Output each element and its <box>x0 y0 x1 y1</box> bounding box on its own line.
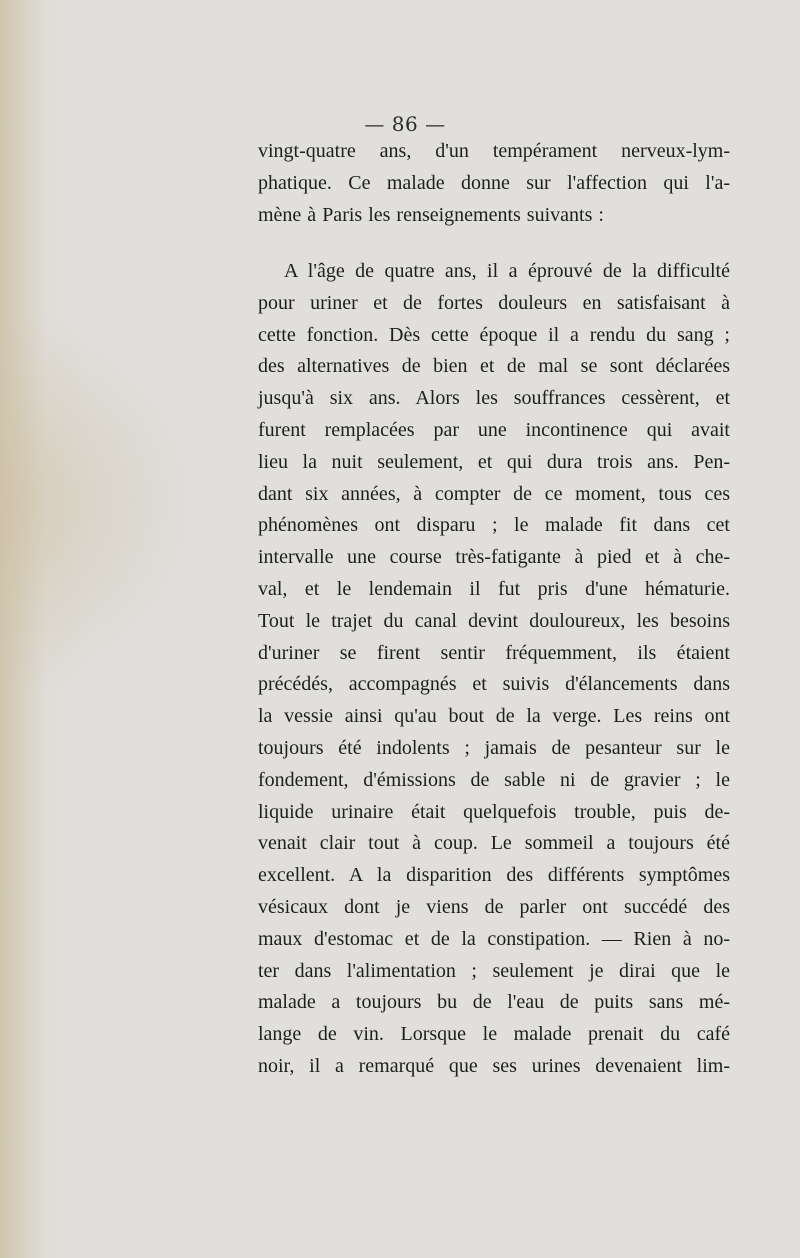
text-line: liquide urinaire était quelquefois trouble, puis de- <box>258 800 730 823</box>
page-number: — 86 — <box>364 112 446 136</box>
text-line: lange de vin. Lorsque le malade prenait du café <box>258 1023 730 1046</box>
text-line: phénomènes ont disparu ; le malade fit dans cet <box>258 514 730 537</box>
text-line: la vessie ainsi qu'au bout de la verge. Les reins ont <box>258 705 730 728</box>
text-line: précédés, accompagnés et suivis d'élancements dans <box>258 673 730 696</box>
text-line: d'uriner se firent sentir fréquemment, ils étaient <box>258 641 730 664</box>
paragraph-case-history <box>258 256 730 1083</box>
paragraph-continuation <box>258 136 730 231</box>
text-line: lieu la nuit seulement, et qui dura trois ans. Pen- <box>258 450 730 473</box>
text-line: venait clair tout à coup. Le sommeil a toujours été <box>258 832 730 855</box>
text-line: furent remplacées par une incontinence qui avait <box>258 418 730 441</box>
text-line: vingt-quatre ans, d'un tempérament nerveux-lym- <box>258 140 730 162</box>
text-line: vésicaux dont je viens de parler ont succédé des <box>258 895 730 918</box>
text-line: jusqu'à six ans. Alors les souffrances cessèrent, et <box>258 387 730 410</box>
text-line: cette fonction. Dès cette époque il a rendu du sang ; <box>258 323 730 346</box>
text-line: noir, il a remarqué que ses urines devenaient lim- <box>258 1054 730 1077</box>
text-line: val, et le lendemain il fut pris d'une hématurie. <box>258 577 730 600</box>
text-line: Tout le trajet du canal devint douloureux, les besoins <box>258 609 730 632</box>
text-line: malade a toujours bu de l'eau de puits sans mé- <box>258 991 730 1014</box>
text-line: toujours été indolents ; jamais de pesanteur sur le <box>258 736 730 759</box>
text-line: des alternatives de bien et de mal se sont déclarées <box>258 355 730 378</box>
text-line: ter dans l'alimentation ; seulement je dirai que le <box>258 959 730 982</box>
text-line: excellent. A la disparition des différents symptômes <box>258 864 730 887</box>
text-line: phatique. Ce malade donne sur l'affection qui l'a- <box>258 171 730 194</box>
text-line: maux d'estomac et de la constipation. — Rien à no- <box>258 927 730 950</box>
text-line: fondement, d'émissions de sable ni de gravier ; le <box>258 768 730 791</box>
text-line: dant six années, à compter de ce moment, tous ces <box>258 482 730 505</box>
text-line: mène à Paris les renseignements suivants : <box>258 203 604 226</box>
text-line: A l'âge de quatre ans, il a éprouvé de la difficulté <box>284 260 730 282</box>
text-line: intervalle une course très-fatigante à pied et à che- <box>258 546 730 569</box>
text-line: pour uriner et de fortes douleurs en satisfaisant à <box>258 291 730 314</box>
